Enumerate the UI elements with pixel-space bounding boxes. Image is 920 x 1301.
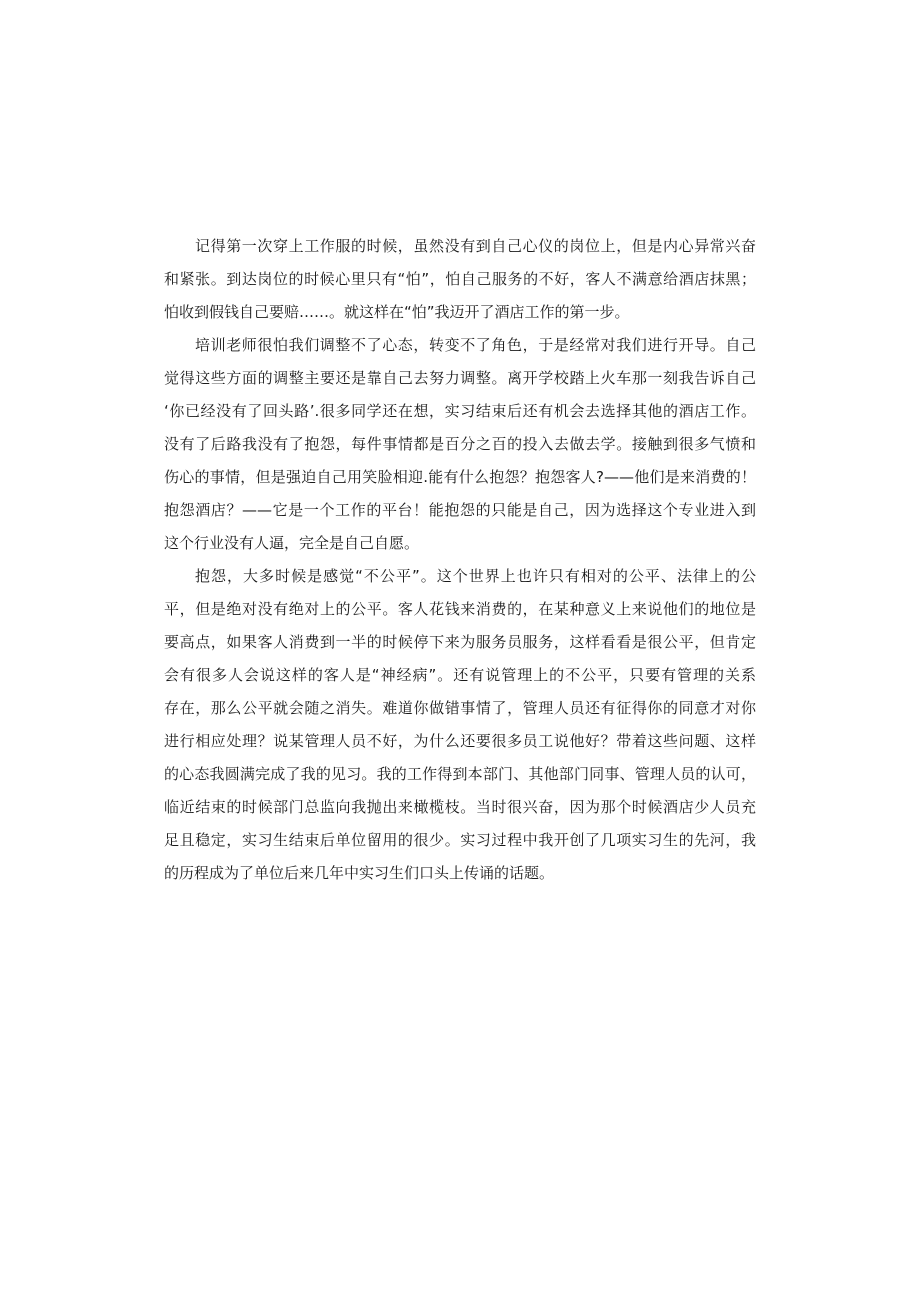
paragraph-line: 临近结束的时候部门总监向我抛出来橄榄枝。当时很兴奋，因为那个时候酒店少人员充 <box>164 798 756 816</box>
paragraph-line: 抱怨酒店？——它是一个工作的平台！能抱怨的只能是自己，因为选择这个专业进入到 <box>164 501 756 519</box>
paragraph-line: 记得第一次穿上工作服的时候，虽然没有到自己心仪的岗位上，但是内心异常兴奋 <box>195 237 756 255</box>
document-body <box>164 230 756 890</box>
paragraph-2 <box>164 329 756 560</box>
paragraph-line: 和紧张。到达岗位的时候心里只有“怕”，怕自己服务的不好，客人不满意给酒店抹黑； <box>164 270 756 288</box>
paragraph-line: 抱怨，大多时候是感觉“不公平”。这个世界上也许只有相对的公平、法律上的公 <box>195 567 756 585</box>
paragraph-line: 伤心的事情，但是强迫自己用笑脸相迎.能有什么抱怨？抱怨客人?——他们是来消费的！ <box>164 468 756 486</box>
paragraph-3 <box>164 560 756 890</box>
paragraph-1 <box>164 230 756 329</box>
paragraph-line: 的历程成为了单位后来几年中实习生们口头上传诵的话题。 <box>164 864 555 882</box>
paragraph-line: 怕收到假钱自己要赔……。就这样在“怕”我迈开了酒店工作的第一步。 <box>164 303 630 321</box>
paragraph-line: 觉得这些方面的调整主要还是靠自己去努力调整。离开学校踏上火车那一刻我告诉自己 <box>164 369 756 387</box>
paragraph-line: ‘你已经没有了回头路’.很多同学还在想，实习结束后还有机会去选择其他的酒店工作。 <box>164 402 756 420</box>
paragraph-line: 平，但是绝对没有绝对上的公平。客人花钱来消费的，在某种意义上来说他们的地位是 <box>164 600 756 618</box>
paragraph-line: 这个行业没有人逼，完全是自己自愿。 <box>164 534 420 552</box>
paragraph-line: 要高点，如果客人消费到一半的时候停下来为服务员服务，这样看看是很公平，但肯定 <box>164 633 756 651</box>
paragraph-line: 没有了后路我没有了抱怨，每件事情都是百分之百的投入去做去学。接触到很多气愤和 <box>164 435 756 453</box>
paragraph-line: 进行相应处理？说某管理人员不好，为什么还要很多员工说他好？带着这些问题、这样 <box>164 732 756 750</box>
paragraph-line: 会有很多人会说这样的客人是“神经病”。还有说管理上的不公平，只要有管理的关系 <box>164 666 756 684</box>
paragraph-line: 存在，那么公平就会随之消失。难道你做错事情了，管理人员还有征得你的同意才对你 <box>164 699 756 717</box>
paragraph-line: 足且稳定，实习生结束后单位留用的很少。实习过程中我开创了几项实习生的先河，我 <box>164 831 756 849</box>
paragraph-line: 的心态我圆满完成了我的见习。我的工作得到本部门、其他部门同事、管理人员的认可， <box>164 765 756 783</box>
paragraph-line: 培训老师很怕我们调整不了心态，转变不了角色，于是经常对我们进行开导。自己 <box>195 336 756 354</box>
